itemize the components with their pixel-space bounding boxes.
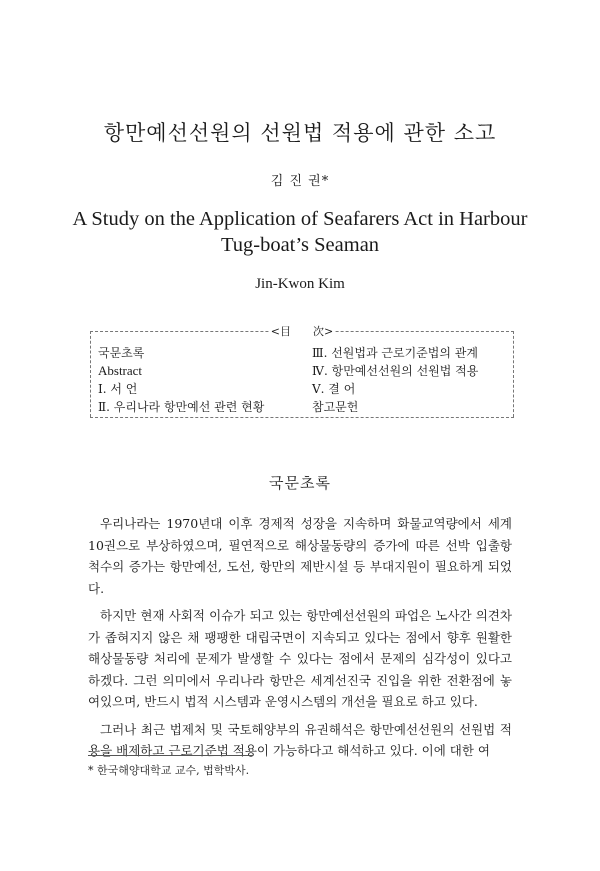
- toc-item: 참고문헌: [312, 400, 359, 414]
- toc-item: Abstract: [98, 363, 143, 378]
- toc-left-column: [98, 344, 308, 416]
- toc-right-column: [312, 344, 512, 416]
- paragraph: 우리나라는 1970년대 이후 경제적 성장을 지속하며 화물교역량에서 세계 10권으로 부상하였으며, 필연적으로 해상물동량의 증가에 따른 선박 입출항 척수의 증가는 항만예선, 도선, 항만의 제반시설 등 부대지원이 필요하게 되었다.: [88, 516, 512, 596]
- toc-border-bottom: [90, 417, 514, 418]
- toc-item: Ⅴ. 결 어: [312, 382, 356, 396]
- paper-title-korean: 항만예선선원의 선원법 적용에 관한 소고: [103, 121, 497, 145]
- toc-item: 국문초록: [98, 346, 145, 360]
- paper-title-english: [50, 206, 550, 258]
- toc-item: Ⅰ. 서 언: [98, 382, 138, 396]
- paragraph: 하지만 현재 사회적 이슈가 되고 있는 항만예선선원의 파업은 노사간 의견차가 좁혀지지 않은 채 팽팽한 대립국면이 지속되고 있다는 점에서 향후 원활한 해상물동량 처리에 문제가 발생할 수 있다는 점에서 문제의 심각성이 있다고 하겠다. 그런 의미에서 우리나라 항만은 세계선진국 진입을 위한 전환점에 놓여있으며, 반드시 법적 시스템과 운영시스템의 개선을 필요로 하고 있다.: [88, 608, 512, 709]
- toc-item: Ⅲ. 선원법과 근로기준법의 관계: [312, 346, 478, 360]
- paper-title-english-line2: Tug-boat’s Seaman: [220, 234, 380, 256]
- footnote-divider: [88, 755, 253, 756]
- paper-title-english-line1: A Study on the Application of Seafarers Act in Harbour: [72, 208, 528, 230]
- toc-heading: <目 次>: [270, 325, 334, 338]
- toc-border-left: [90, 331, 91, 417]
- author-name-korean: 김 진 권*: [270, 174, 330, 189]
- table-of-contents: [90, 325, 514, 417]
- section-heading: 국문초록: [269, 474, 331, 492]
- author-name-english: Jin-Kwon Kim: [255, 276, 345, 292]
- abstract-body: [88, 513, 512, 762]
- toc-border-right: [513, 331, 514, 417]
- footnote: * 한국해양대학교 교수, 법학박사.: [88, 764, 250, 777]
- toc-item: Ⅳ. 항만예선선원의 선원법 적용: [312, 364, 479, 378]
- paragraph: 그러나 최근 법제처 및 국토해양부의 유권해석은 항만예선선원의 선원법 적용을 배제하고 근로기준법 적용이 가능하다고 해석하고 있다. 이에 대한 여: [88, 721, 512, 758]
- toc-item: Ⅱ. 우리나라 항만예선 관련 현황: [98, 400, 265, 414]
